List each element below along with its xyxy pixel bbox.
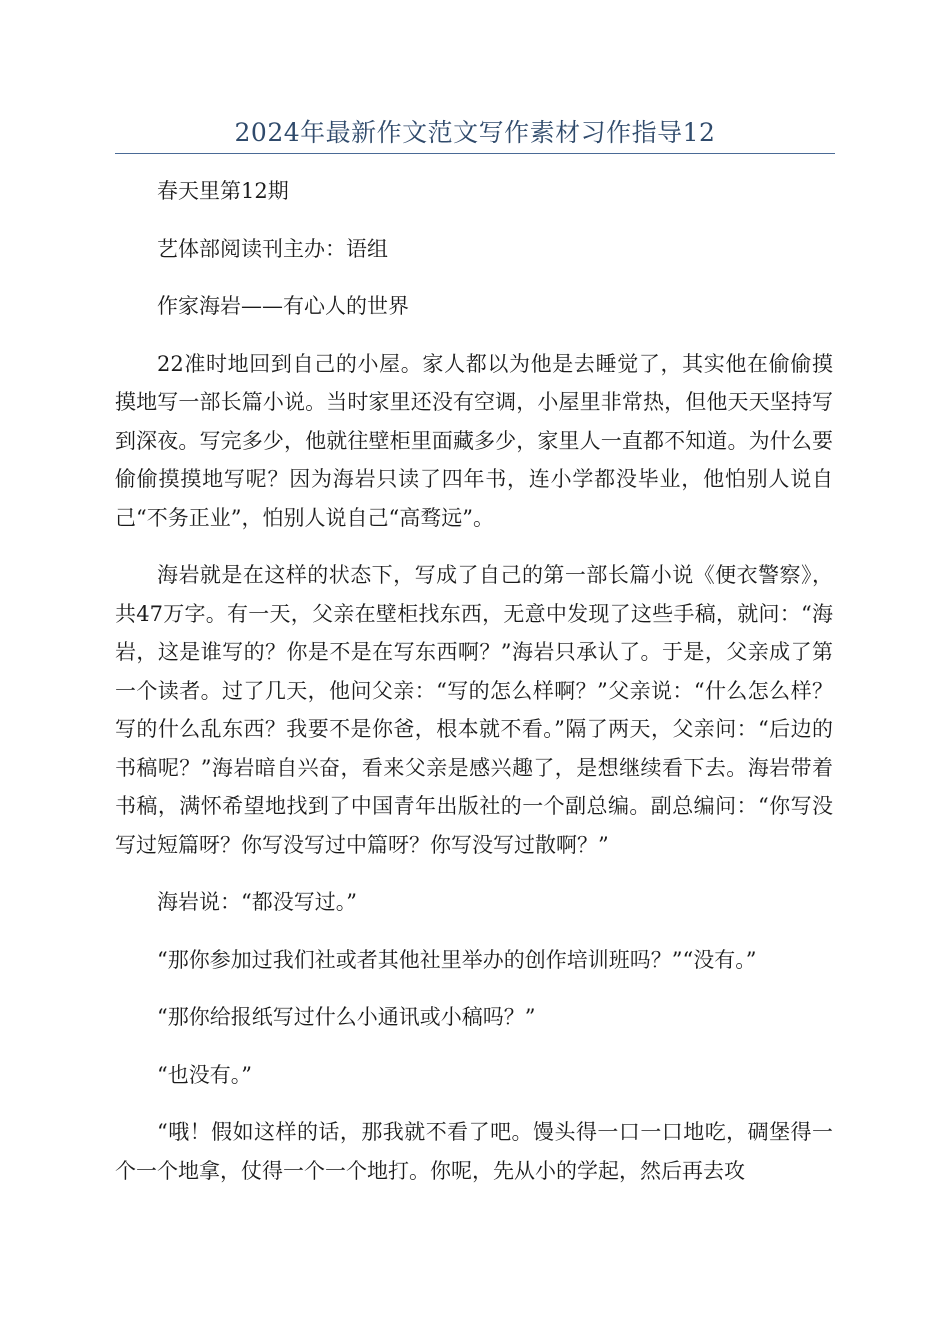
paragraph: 22准时地回到自己的小屋。家人都以为他是去睡觉了，其实他在偷偷摸摸地写一部长篇小说。当时家里还没有空调，小屋里非常热，但他天天坚持写到深夜。写完多少，他就往壁柜里面藏多少，家里人一直都不知道。为什么要偷偷摸摸地写呢？因为海岩只读了四年书，连小学都没毕业，他怕别人说自己“不务正业”，怕别人说自己“高骛远”。 bbox=[115, 351, 833, 530]
page-title: 2024年最新作文范文写作素材习作指导12 bbox=[234, 118, 716, 147]
article-heading: 作家海岩——有心人的世界 bbox=[157, 294, 409, 318]
publisher-line: 艺体部阅读刊主办：语组 bbox=[157, 236, 388, 261]
document-body bbox=[115, 172, 833, 1209]
paragraph: “那你给报纸写过什么小通讯或小稿吗？” bbox=[157, 1005, 536, 1029]
paragraph: “哦！假如这样的话，那我就不看了吧。馒头得一口一口地吃，碉堡得一个一个地拿，仗得一个一个地打。你呢，先从小的学起，然后再去攻 bbox=[115, 1120, 833, 1183]
paragraph: 海岩就是在这样的状态下，写成了自己的第一部长篇小说《便衣警察》，共47万字。有一天，父亲在壁柜找东西，无意中发现了这些手稿，就问：“海岩，这是谁写的？你是不是在写东西啊？”海岩只承认了。于是，父亲成了第一个读者。过了几天，他问父亲：“写的怎么样啊？”父亲说：“什么怎么样？写的什么乱东西？我要不是你爸，根本就不看。”隔了两天，父亲问：“后边的书稿呢？”海岩暗自兴奋，看来父亲是感兴趣了，是想继续看下去。海岩带着书稿，满怀希望地找到了中国青年出版社的一个副总编。副总编问：“你写没写过短篇呀？你写没写过中篇呀？你写没写过散啊？” bbox=[115, 563, 833, 857]
title-divider bbox=[115, 153, 835, 154]
issue-line: 春天里第12期 bbox=[157, 179, 289, 203]
paragraph: “也没有。” bbox=[157, 1062, 252, 1087]
paragraph: 海岩说：“都没写过。” bbox=[157, 890, 357, 914]
paragraph: “那你参加过我们社或者其他社里举办的创作培训班吗？”“没有。” bbox=[157, 947, 757, 972]
